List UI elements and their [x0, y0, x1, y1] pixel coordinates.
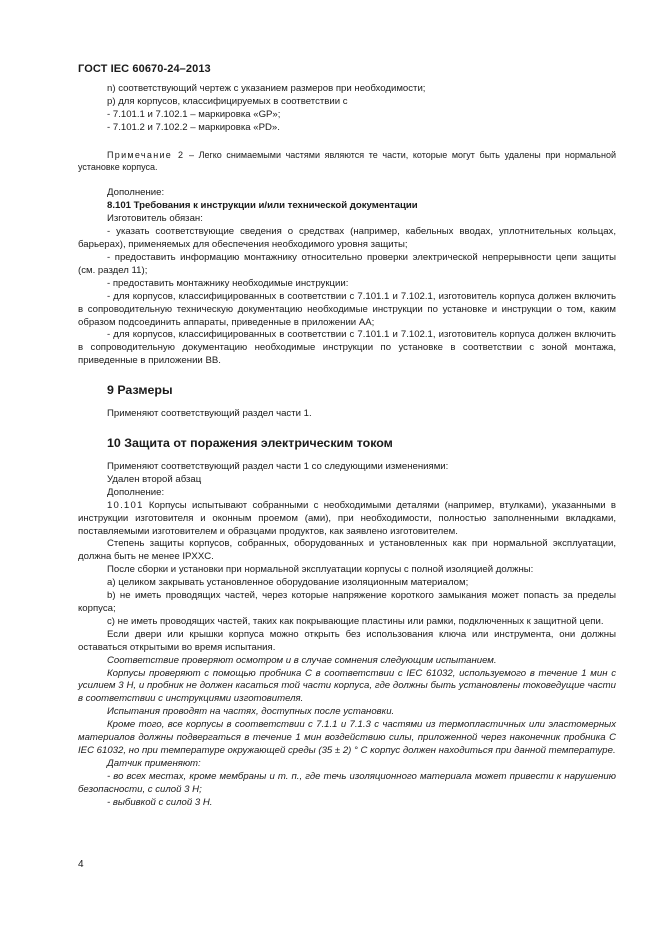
obligation-item: - предоставить монтажнику необходимые инструкции: — [107, 277, 349, 289]
note-2 — [78, 149, 616, 174]
item-n: n) соответствующий чертеж с указанием размеров при необходимости; — [107, 83, 426, 94]
item-pd-marking: - 7.101.2 и 7.102.2 – маркировка «PD». — [107, 121, 280, 133]
sensor-applied: Датчик применяют: — [107, 757, 201, 769]
addition-label: Дополнение: — [107, 486, 165, 498]
standard-designation: ГОСТ IEC 60670-24–2013 — [78, 63, 211, 75]
obligation-item: - для корпусов, классифицированных в соответствии с 7.101.1 и 7.102.1, изготовитель корпуса должен включить в сопроводительную документацию необходимые инструкции по установке в соответствии с зоной монтажа, приведенные в приложении ВВ. — [78, 329, 616, 367]
page-number: 4 — [78, 859, 84, 870]
tests-on-parts: Испытания проводят на частях, доступных после установки. — [107, 706, 395, 718]
obligation-item: - предоставить информацию монтажнику относительно проверки электрической непрерывности цепи защиты (см. раздел 11); — [78, 251, 616, 276]
obligation-item: - указать соответствующие сведения о средствах (например, кабельных вводах, уплотнительных кольцах, барьерах), применяемых для обеспечения необходимого уровня защиты; — [78, 226, 616, 251]
compliance-check: Соответствие проверяют осмотром и в случае сомнения следующим испытанием. — [107, 654, 497, 666]
subsection-heading-8-101: 8.101 Требования к инструкции и/или технической документации — [107, 200, 418, 212]
page-content — [78, 83, 616, 810]
section-heading-10: 10 Защита от поражения электрическим током — [107, 436, 393, 451]
clause-number: 10.101 — [107, 499, 144, 511]
item-p: p) для корпусов, классифицируемых в соответствии с — [107, 95, 348, 107]
note-text: – Легко снимаемыми частями являются те части, которые могут быть удалены при нормальной установке корпуса. — [78, 149, 616, 173]
thermoplastic-test: Кроме того, все корпусы в соответствии с 7.1.1 и 7.1.3 с частями из термопластичных или эластомерных материалов должны подвергаться в течение 1 мин воздействию силы, приложенной через наконечник пробника С IEC 61032, но при температуре окружающей среды (35 ± 2) ° С корпус должен находиться при данной температуре. — [78, 719, 616, 756]
sensor-item: - во всех местах, кроме мембраны и т. п., где течь изоляционного материала может привести к нарушению безопасности, с силой 3 Н; — [78, 770, 616, 795]
section-10-intro: Применяют соответствующий раздел части 1 со следующими изменениями: — [107, 461, 449, 473]
requirement-a: a) целиком закрывать установленное оборудование изоляционным материалом; — [107, 577, 469, 589]
probe-test: Корпусы проверяют с помощью пробника С в соответствии с IEC 61032, используемого в течение 1 мин с усилием 3 Н, и пробник не должен касаться той части корпуса, где должны быть установлены токоведущие части в соответствии с инструкциями изготовителя. — [78, 667, 616, 705]
sensor-item: - выбивкой с силой 3 Н. — [107, 796, 213, 808]
protection-degree: Степень защиты корпусов, собранных, оборудованных и установленных как при нормальной эксплуатации, должна быть не менее IPXXC. — [78, 538, 616, 563]
manufacturer-obliged: Изготовитель обязан: — [107, 213, 203, 225]
deleted-paragraph-note: Удален второй абзац — [107, 473, 202, 485]
clause-text: Корпусы испытывают собранными с необходимыми деталями (например, втулками), указанными в инструкции изготовителя и оконным проемом (ами), при необходимости, полностью заполненными вкладками, поставляемыми изготовителем и образцами продуктов, как заявлено изготовителем. — [78, 499, 616, 537]
clause-10-101 — [78, 500, 616, 539]
obligation-item: - для корпусов, классифицированных в соответствии с 7.101.1 и 7.102.1, изготовитель корпуса должен включить в сопроводительную техническую документацию необходимые инструкции по установке и инструкции о том, каким образом подсоединить аппараты, приведенные в приложении АА; — [78, 290, 616, 328]
requirement-b: b) не иметь проводящих частей, через которые напряжение короткого замыкания может попасть за пределы корпуса; — [78, 590, 616, 614]
after-assembly: После сборки и установки при нормальной эксплуатации корпусы с полной изоляцией должны: — [107, 564, 534, 576]
section-heading-9: 9 Размеры — [107, 383, 173, 398]
addition-label: Дополнение: — [107, 187, 165, 199]
doors-covers: Если двери или крышки корпуса можно открыть без использования ключа или инструмента, они должны оставаться открытыми во время испытания. — [78, 628, 616, 653]
item-gp-marking: - 7.101.1 и 7.102.1 – маркировка «GP»; — [107, 108, 281, 120]
note-label: Примечание 2 — [107, 149, 185, 160]
requirement-c: c) не иметь проводящих частей, таких как покрывающие пластины или рамки, подключенных к защитной цепи. — [107, 615, 604, 627]
section-9-text: Применяют соответствующий раздел части 1. — [107, 408, 312, 420]
